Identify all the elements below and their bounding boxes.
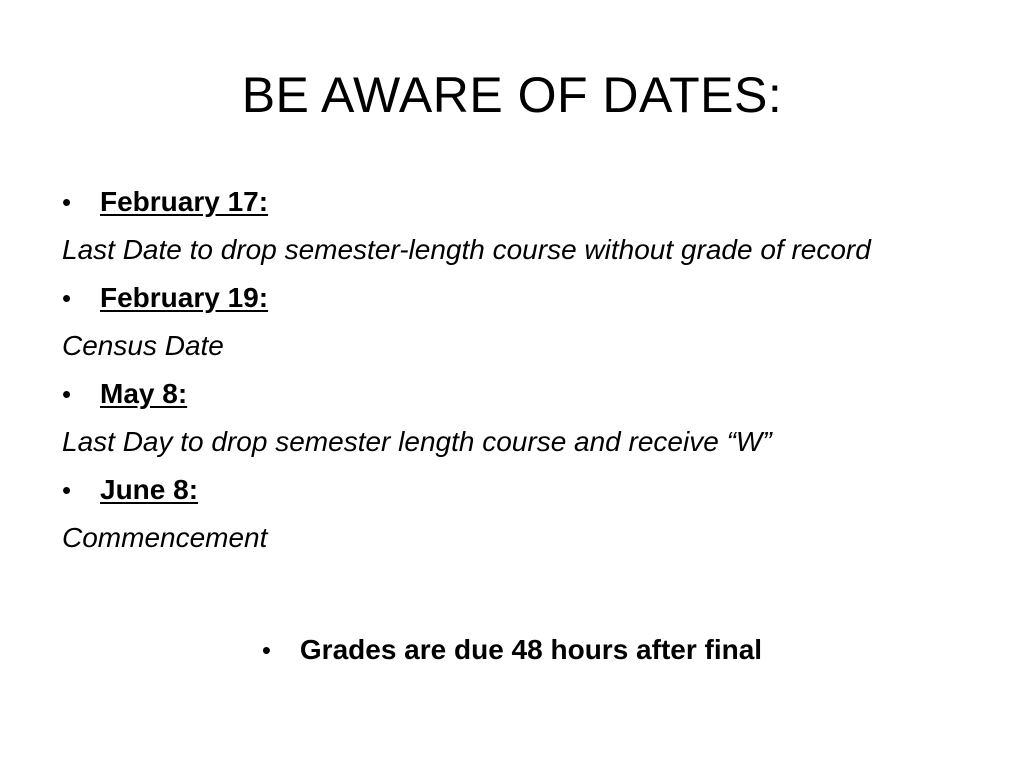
bullet-icon: • [62,283,72,313]
bullet-icon: • [62,379,72,409]
date-item [62,278,962,318]
date-label: May 8: [100,378,188,409]
date-description: Commencement [62,522,268,553]
date-description: Last Day to drop semester length course and receive “W” [62,426,772,457]
date-description: Last Date to drop semester-length course without grade of record [62,234,871,265]
grades-note [0,630,1024,670]
date-item [62,470,962,510]
date-label: June 8: [100,474,199,505]
date-label: February 17: [100,186,269,217]
slide-title: BE AWARE OF DATES: [241,67,783,123]
grades-note-text: Grades are due 48 hours after final [299,634,763,665]
date-item [62,374,962,414]
date-label: February 19: [100,282,269,313]
date-description: Census Date [62,330,224,361]
bullet-icon: • [261,635,272,665]
date-item [62,182,962,222]
bullet-icon: • [62,187,72,217]
dates-list [62,182,962,558]
bullet-icon: • [62,475,72,505]
